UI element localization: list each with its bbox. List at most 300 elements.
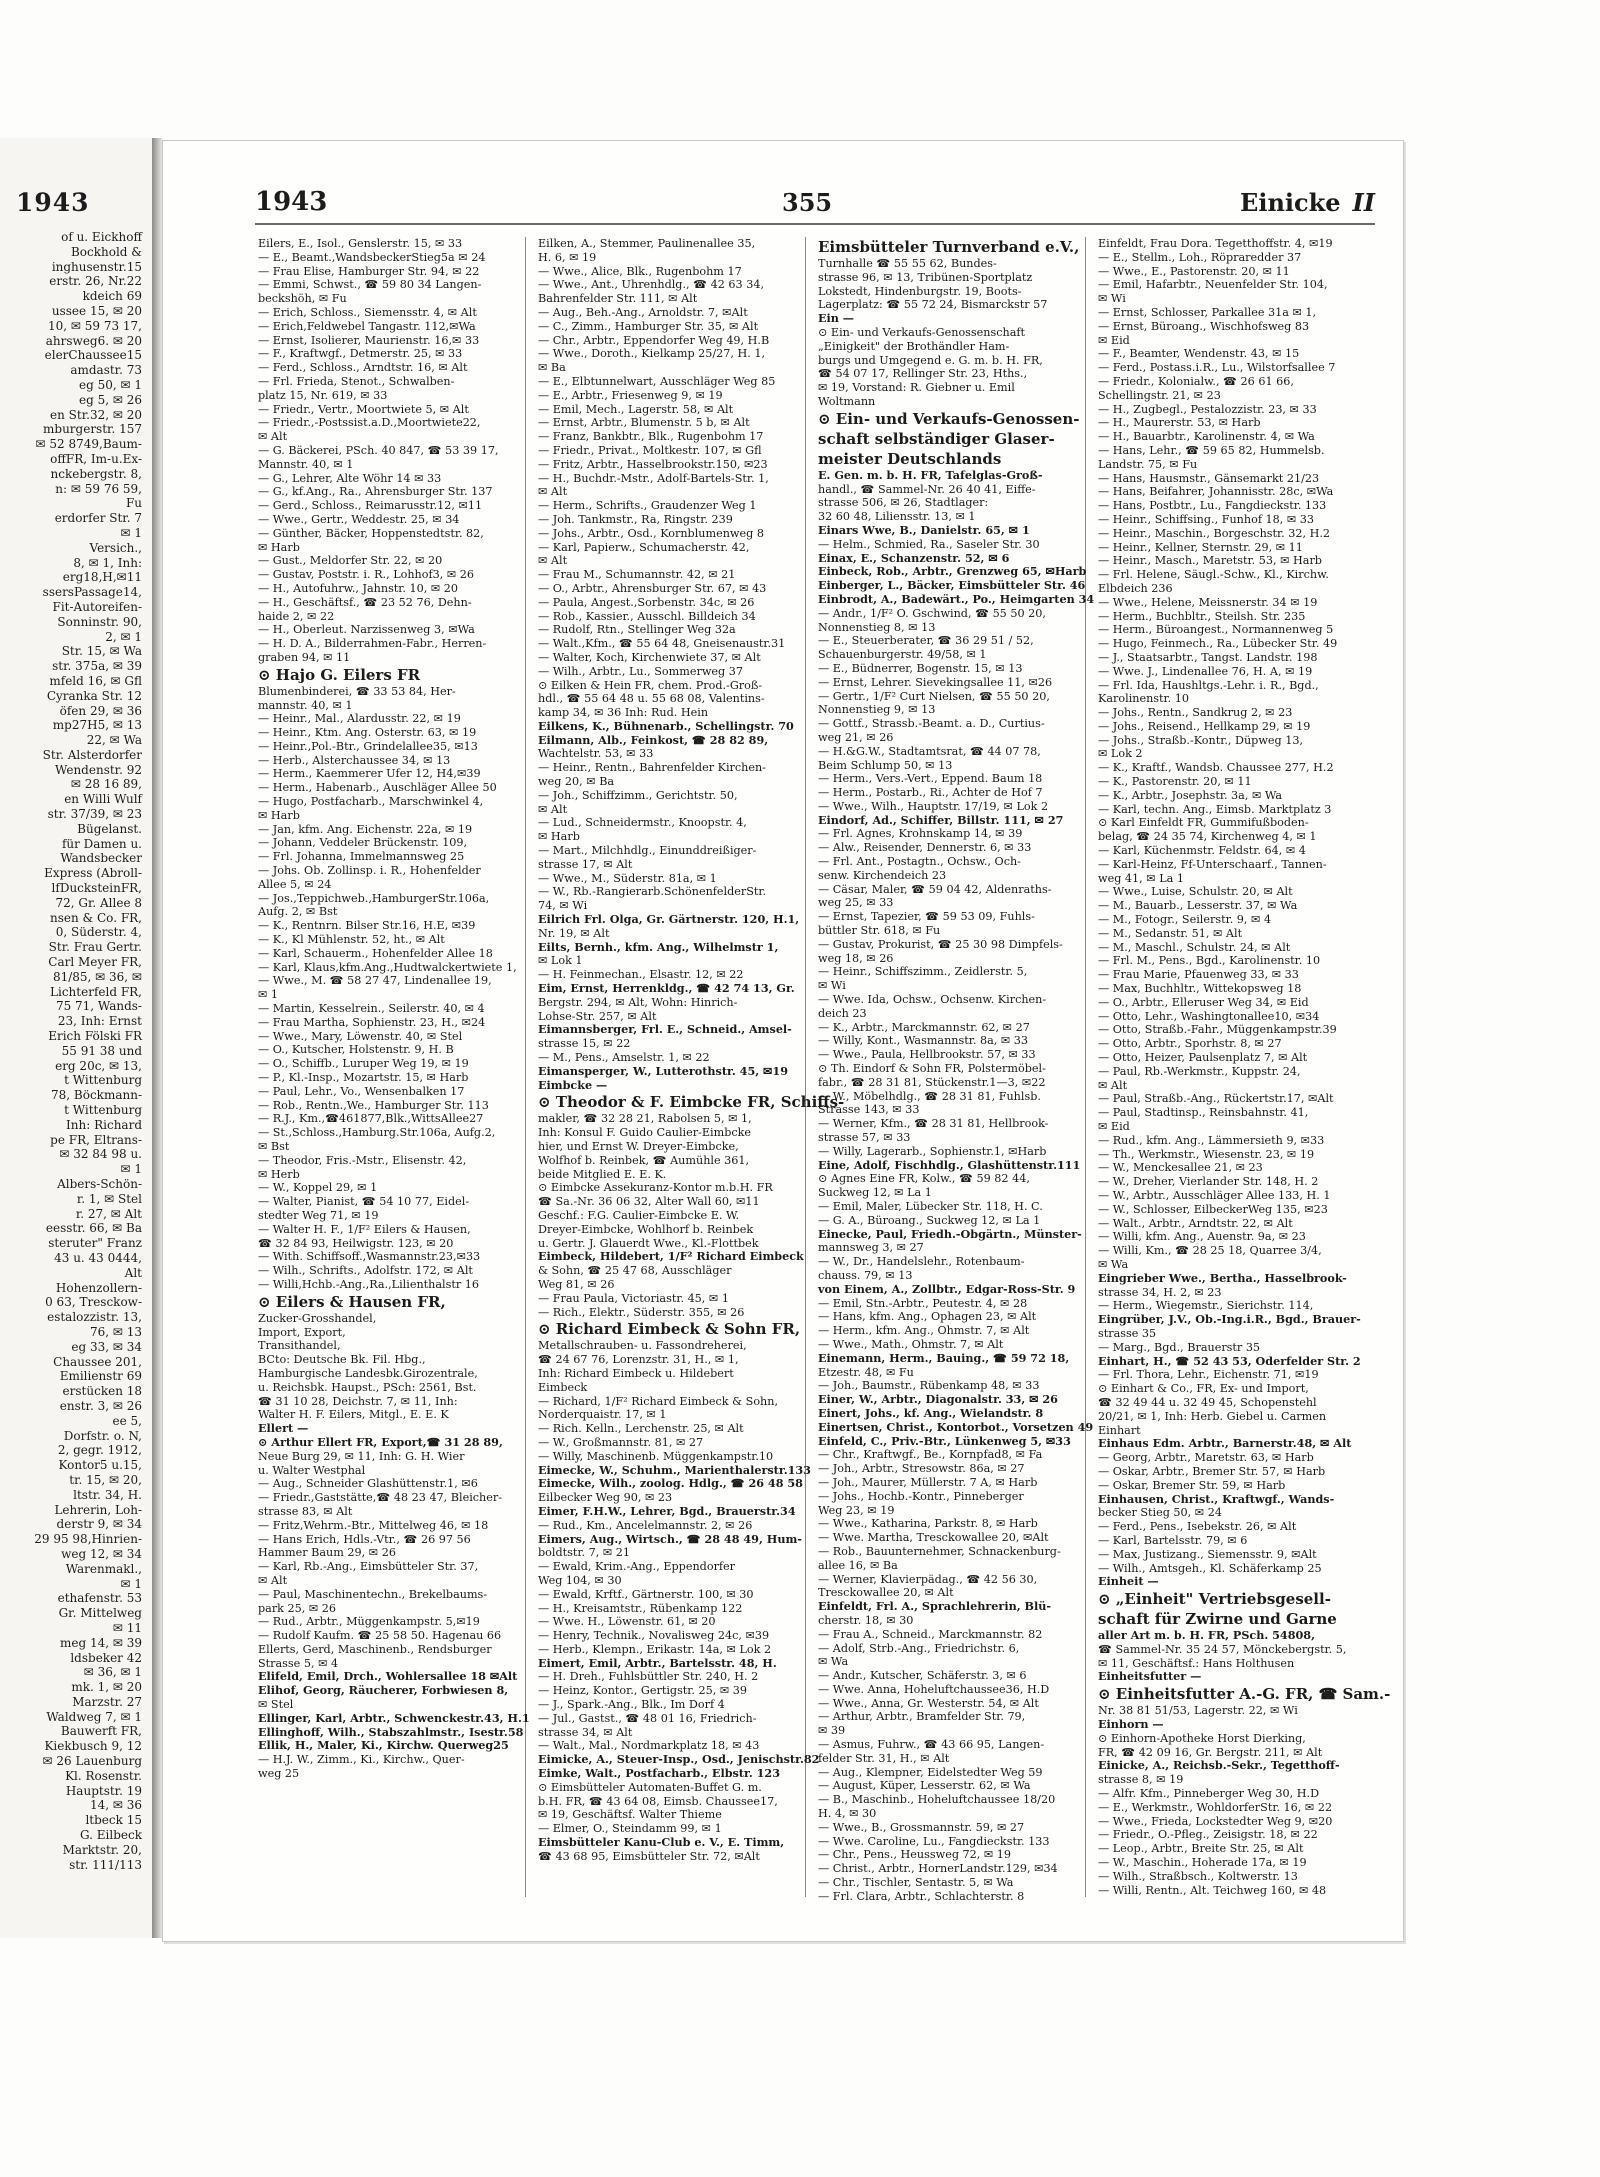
directory-entry: — Oskar, Bremer Str. 59, ✉ Harb — [1098, 1478, 1286, 1492]
directory-entry: — Frl. Johanna, Immelmannsweg 25 — [258, 850, 465, 864]
directory-entry: — H., Bauarbtr., Karolinenstr. 4, ✉ Wa — [1098, 430, 1315, 444]
directory-entry: Eimke, Walt., Postfacharb., Elbstr. 123 — [538, 1766, 780, 1781]
directory-entry: ✉ Stel — [258, 1698, 294, 1712]
directory-entry: — Joh., Baumstr., Rübenkamp 48, ✉ 33 — [818, 1379, 1040, 1393]
previous-page-line: Warenmakl., — [65, 1561, 142, 1576]
directory-entry: Zucker-Grosshandel, — [258, 1311, 377, 1325]
directory-entry: b.H. FR, ☎ 43 64 08, Eimsb. Chaussee17, — [538, 1794, 778, 1808]
directory-entry: — Alfr. Kfm., Pinneberger Weg 30, H.D — [1098, 1787, 1320, 1801]
directory-entry: — Martin, Kesselrein., Seilerstr. 40, ✉ 4 — [258, 1002, 485, 1016]
directory-entry: — Willi, Km., ☎ 28 25 18, Quarree 3/4, — [1098, 1244, 1322, 1258]
directory-entry: weg 20, ✉ Ba — [538, 775, 615, 789]
previous-page-line: Waldweg 7, ✉ 1 — [46, 1709, 142, 1724]
directory-entry: Inh: Konsul F. Guido Caulier-Eimbcke — [538, 1126, 752, 1140]
directory-entry: Inh: Richard Eimbeck u. Hildebert — [538, 1366, 734, 1380]
directory-entry: — H., Autofuhrw., Jahnstr. 10, ✉ 20 — [258, 581, 459, 595]
directory-entry: Weg 104, ✉ 30 — [538, 1573, 622, 1587]
directory-entry: — H., Zugbegl., Pestalozzistr. 23, ✉ 33 — [1098, 402, 1317, 416]
column-1 — [255, 237, 530, 1897]
directory-entry: — J., Spark.-Ang., Blk., Im Dorf 4 — [538, 1698, 725, 1712]
directory-entry: cherstr. 18, ✉ 30 — [818, 1613, 914, 1627]
directory-entry: — H., Maurerstr. 53, ✉ Harb — [1098, 416, 1261, 430]
directory-entry: Lokstedt, Hindenburgstr. 19, Boots- — [818, 284, 1022, 298]
previous-page-line: Str. 15, ✉ Wa — [61, 644, 142, 659]
previous-page-line: ✉ 36, ✉ 1 — [83, 1665, 142, 1680]
directory-entry: — Rob., Bauunternehmer, Schnackenburg- — [818, 1544, 1061, 1558]
directory-entry: ✉ Alt — [538, 485, 568, 499]
directory-entry: — Rob., Rentn.,We., Hamburger Str. 113 — [258, 1098, 489, 1112]
previous-page-line: str. 111/113 — [69, 1857, 142, 1872]
directory-entry: ✉ Harb — [538, 830, 580, 844]
directory-entry: — Emil, Maler, Lübecker Str. 118, H. C. — [818, 1200, 1043, 1213]
column-3 — [815, 237, 1095, 1903]
directory-entry: strasse 35 — [1098, 1326, 1157, 1340]
previous-page-line: Str. Alsterdorfer — [42, 747, 142, 762]
directory-entry: makler, ☎ 32 28 21, Rabolsen 5, ✉ 1, — [538, 1112, 752, 1126]
previous-page-line: r. 1, ✉ Stel — [76, 1191, 142, 1206]
previous-page-line: 72, Gr. Allee 8 — [55, 895, 142, 910]
directory-entry: — Ferd., Schloss., Arndtstr. 16, ✉ Alt — [258, 361, 468, 375]
directory-entry: — Herm., Buchbltr., Steilsh. Str. 235 — [1098, 609, 1306, 623]
directory-entry: Elihof, Georg, Räucherer, Forbwiesen 8, — [258, 1683, 509, 1698]
directory-entry: — K., Rentnrn. Bilser Str.16, H.E, ✉39 — [258, 919, 476, 933]
directory-entry: — E., Arbtr., Friesenweg 9, ✉ 19 — [538, 388, 723, 402]
directory-entry: — Walt., Mal., Nordmarkplatz 18, ✉ 43 — [538, 1739, 760, 1753]
directory-entry: ⊙ Richard Eimbeck & Sohn FR, — [538, 1320, 801, 1339]
directory-entry: ☎ 24 67 76, Lorenzstr. 31, H., ✉ 1, — [538, 1353, 739, 1367]
directory-entry: — Heinr.,Pol.-Btr., Grindelallee35, ✉13 — [258, 739, 478, 753]
directory-entry: Einbeck, Rob., Arbtr., Grenzweg 65, ✉Harb — [818, 564, 1087, 579]
previous-page-line: eesstr. 66, ✉ Ba — [45, 1221, 142, 1236]
previous-page-line: 0 63, Tresckow- — [45, 1295, 142, 1310]
directory-entry: — Rudolf Kaufm. ☎ 25 58 50. Hagenau 66 — [258, 1629, 502, 1643]
directory-entry: — Herm., Schrifts., Graudenzer Weg 1 — [538, 499, 757, 513]
directory-entry: senw. Kirchendeich 23 — [818, 868, 947, 882]
directory-entry: aller Art m. b. H. FR, PSch. 54808, — [1098, 1628, 1315, 1643]
previous-page-line: weg 12, ✉ 34 — [61, 1546, 142, 1561]
directory-entry: ⊙ Hajo G. Eilers FR — [258, 665, 421, 684]
directory-entry: Landstr. 75, ✉ Fu — [1098, 457, 1198, 471]
directory-entry: Eingrieber Wwe., Bertha., Hasselbrook- — [1098, 1270, 1347, 1285]
directory-entry: ✉ Wi — [1098, 292, 1126, 306]
previous-page-line: erstücken 18 — [62, 1384, 142, 1399]
directory-entry: — Chr., Kraftwgf., Be., Kornpfad8, ✉ Fa — [818, 1448, 1043, 1462]
directory-entry: 20/21, ✉ 1, Inh: Herb. Giebel u. Carmen — [1098, 1409, 1327, 1423]
previous-page-line: Marzstr. 27 — [72, 1694, 142, 1709]
previous-page-line: erstr. 26, Nr.22 — [49, 274, 142, 289]
previous-page-line: ussee 15, ✉ 20 — [51, 303, 142, 318]
directory-entry: Einars Wwe, B., Danielstr. 65, ✉ 1 — [818, 522, 1030, 537]
directory-entry: Schellingstr. 21, ✉ 23 — [1098, 388, 1221, 402]
directory-entry: ✉ Alt — [258, 1573, 288, 1587]
previous-page-line: erdorfer Str. 7 — [54, 511, 142, 526]
directory-entry: — W., Dreher, Vierlander Str. 148, H. 2 — [1098, 1175, 1319, 1189]
directory-entry: — Walter, Koch, Kirchenwiete 37, ✉ Alt — [538, 650, 761, 664]
previous-page-line: ahrsweg6. ✉ 20 — [45, 333, 142, 348]
directory-entry: — Rich., Elektr., Süderstr. 355, ✉ 26 — [538, 1305, 745, 1319]
directory-entry: Eimsbütteler Turnverband e.V., — [818, 238, 1080, 256]
directory-entry: von Einem, A., Zollbtr., Edgar-Ross-Str. 9 — [818, 1281, 1076, 1296]
directory-entry: — O., Arbtr., Ahrensburger Str. 67, ✉ 43 — [538, 581, 767, 595]
directory-entry: Ein — — [818, 311, 854, 326]
directory-entry: Eimicke, A., Steuer-Insp., Osd., Jenischstr.82 — [538, 1752, 820, 1767]
directory-entry: — Wwe., M. ☎ 58 27 47, Lindenallee 19, — [258, 974, 492, 988]
previous-page-line: Bügelanst. — [77, 821, 142, 836]
directory-entry: strasse 83, ✉ Alt — [258, 1504, 353, 1518]
directory-entry: ✉ Herb — [258, 1167, 300, 1181]
directory-entry: — Paul, Stadtinsp., Reinsbahnstr. 41, — [1098, 1106, 1309, 1120]
previous-page-line: Cyranka Str. 12 — [46, 688, 142, 703]
directory-entry: ✉ Lok 2 — [1098, 747, 1143, 761]
directory-entry: meister Deutschlands — [818, 449, 1002, 468]
directory-entry: Mannstr. 40, ✉ 1 — [258, 457, 354, 471]
previous-page-line: 78, Böckmann- — [51, 1088, 142, 1103]
directory-entry: — Wwe., Mary, Löwenstr. 40, ✉ Stel — [258, 1029, 463, 1043]
directory-entry: 32 60 48, Liliensstr. 13, ✉ 1 — [818, 510, 976, 524]
directory-entry: — Chr., Pens., Heussweg 72, ✉ 19 — [818, 1848, 1012, 1862]
previous-page-line: derstr 9, ✉ 34 — [56, 1517, 142, 1532]
directory-entry: — Max, Justizang., Siemensstr. 9, ✉Alt — [1098, 1547, 1317, 1561]
directory-entry: ⊙ Karl Einfeldt FR, Gummifußboden- — [1098, 816, 1309, 830]
directory-entry: allee 16, ✉ Ba — [818, 1558, 898, 1572]
directory-entry: Nr. 19, ✉ Alt — [538, 926, 610, 940]
directory-entry: Einicke, A., Reichsb.-Sekr., Tegetthoff- — [1098, 1758, 1340, 1773]
directory-entry: — Frl. Thora, Lehr., Eichenstr. 71, ✉19 — [1098, 1368, 1319, 1382]
directory-entry: — Herm., Wiegemstr., Sierichstr. 114, — [1098, 1299, 1314, 1313]
directory-entry: — Heinr., Maschin., Borgeschstr. 32, H.2 — [1098, 526, 1331, 540]
directory-entry: ⊙ Einhart & Co., FR, Ex- und Import, — [1098, 1382, 1309, 1396]
previous-page-line: 0, Süderstr. 4, — [55, 925, 142, 940]
directory-entry: ✉ Alt — [538, 802, 568, 816]
directory-entry: H. 6, ✉ 19 — [538, 250, 597, 264]
directory-entry: Eim, Ernst, Herrenkldg., ☎ 42 74 13, Gr. — [538, 981, 795, 996]
directory-entry: — Karl, Schauerm., Hohenfelder Allee 18 — [258, 946, 493, 960]
directory-entry: — Rud., Arbtr., Müggenkampstr. 5,✉19 — [258, 1615, 480, 1629]
directory-entry: — Herm., Büroangest., Normannenweg 5 — [1098, 623, 1334, 637]
directory-entry: — Hans, Lehr., ☎ 59 65 82, Hummelsb. — [1098, 443, 1325, 457]
directory-entry: — H., Geschäftsf., ☎ 23 52 76, Dehn- — [258, 595, 472, 609]
previous-page-line: ✉ 28 16 89, — [70, 777, 142, 792]
directory-entry: BCto: Deutsche Bk. Fil. Hbg., — [258, 1353, 426, 1367]
directory-entry: — Gottf., Strassb.-Beamt. a. D., Curtius- — [818, 717, 1045, 731]
directory-entry: — Paula, Angest.,Sorbenstr. 34c, ✉ 26 — [538, 595, 755, 609]
directory-entry: deich 23 — [818, 1006, 867, 1020]
directory-entry: — Friedr., Kolonialw., ☎ 26 61 66, — [1098, 374, 1294, 388]
directory-entry: — Friedr., O.-Pfleg., Zeisigstr. 18, ✉ 22 — [1098, 1828, 1318, 1842]
previous-page-line: Kontor5 u.15, — [58, 1458, 142, 1473]
directory-entry: büttler Str. 618, ✉ Fu — [818, 924, 941, 938]
directory-entry: — Ernst, Tapezier, ☎ 59 53 09, Fuhls- — [818, 910, 1035, 924]
directory-entry: — K., Pastorenstr. 20, ✉ 11 — [1098, 775, 1252, 789]
directory-entry: — W., Menckesallee 21, ✉ 23 — [1098, 1161, 1263, 1175]
directory-entry: ✉ Eid — [1098, 333, 1130, 347]
listing-columns — [255, 237, 1391, 1903]
previous-page-line: erg 20c, ✉ 13, — [55, 1058, 142, 1073]
directory-entry: ⊙ Eimsbütteler Automaten-Buffet G. m. — [538, 1780, 762, 1794]
directory-entry: becker Stieg 50, ✉ 24 — [1098, 1506, 1222, 1520]
directory-entry: Eilrich Frl. Olga, Gr. Gärtnerstr. 120, H.1, — [538, 912, 800, 927]
directory-entry: boldtstr. 7, ✉ 21 — [538, 1546, 630, 1560]
page-header — [255, 183, 1375, 225]
section-numeral: II — [1352, 188, 1375, 217]
previous-page-line: Hauptstr. 19 — [65, 1783, 142, 1798]
previous-page-line: r. 27, ✉ Alt — [75, 1206, 142, 1221]
directory-entry: & Sohn, ☎ 25 47 68, Ausschläger — [538, 1264, 732, 1278]
previous-page-line: ee 5, — [112, 1413, 142, 1428]
directory-entry: — Karl, Klaus,kfm.Ang.,Hudtwalckertwiete 1, — [258, 960, 517, 974]
directory-entry: — E., Werkmstr., WohldorferStr. 16, ✉ 22 — [1098, 1800, 1333, 1814]
directory-entry: ⊙ Th. Eindorf & Sohn FR, Polstermöbel- — [818, 1062, 1046, 1076]
directory-entry: ✉ Ba — [538, 361, 566, 375]
directory-entry: — Karl, techn. Ang., Eimsb. Marktplatz 3 — [1098, 802, 1332, 816]
directory-entry: Eimers, Aug., Wirtsch., ☎ 28 48 49, Hum- — [538, 1531, 802, 1546]
directory-entry: Beim Schlump 50, ✉ 13 — [818, 758, 953, 772]
directory-entry: — Walt.,Kfm., ☎ 55 64 48, Gneisenaustr.31 — [538, 637, 786, 651]
previous-page-line: 43 u. 43 0444, — [54, 1250, 142, 1265]
directory-entry: — Rob., Kassier., Ausschl. Billdeich 34 — [538, 609, 756, 623]
directory-entry: — Erich,Feldwebel Tangastr. 112,✉Wa — [258, 319, 476, 333]
directory-entry: Eilers, E., Isol., Genslerstr. 15, ✉ 33 — [258, 237, 463, 250]
directory-entry: — M., Maschl., Schulstr. 24, ✉ Alt — [1098, 940, 1291, 954]
previous-page-line: G. Eilbeck — [80, 1828, 142, 1843]
directory-entry: — W., Schlosser, EilbeckerWeg 135, ✉23 — [1098, 1202, 1328, 1216]
directory-entry: — Friedr., Privat., Moltkestr. 107, ✉ Gfl — [538, 443, 762, 457]
directory-entry: — Jan, kfm. Ang. Eichenstr. 22a, ✉ 19 — [258, 822, 473, 836]
directory-entry: Eine, Adolf, Fischhdlg., Glashüttenstr.111 — [818, 1157, 1081, 1172]
previous-page-line: Express (Abroll- — [44, 866, 142, 881]
directory-entry: — Karl, Küchenmstr. Feldstr. 64, ✉ 4 — [1098, 844, 1306, 858]
directory-entry: — Frau A., Schneid., Marckmannstr. 82 — [818, 1627, 1043, 1641]
directory-entry: ⊙ Eimbcke Assekuranz-Kontor m.b.H. FR — [538, 1181, 773, 1195]
directory-entry: — E., Büdnerrer, Bogenstr. 15, ✉ 13 — [818, 661, 1023, 675]
directory-entry: — H., Kreisamtstr., Rübenkamp 122 — [538, 1601, 743, 1615]
directory-entry: — Aug., Klempner, Eidelstedter Weg 59 — [818, 1765, 1043, 1779]
directory-entry: Eimecke, W., Schuhm., Marienthalerstr.133 — [538, 1462, 811, 1477]
directory-entry: — Mart., Milchhdlg., Einunddreißiger- — [538, 844, 757, 858]
directory-entry: — Jos.,Teppichweb.,HamburgerStr.106a, — [258, 891, 490, 905]
previous-page-line: offFR, Im-u.Ex- — [50, 451, 142, 466]
directory-entry: — E., Steuerberater, ☎ 36 29 51 / 52, — [818, 634, 1034, 648]
directory-entry: — Heinr., Masch., Maretstr. 53, ✉ Harb — [1098, 554, 1322, 568]
directory-entry: — Karl-Heinz, Ff-Unterschaarf., Tannen- — [1098, 857, 1327, 871]
directory-entry: — Wwe., Helene, Meissnerstr. 34 ✉ 19 — [1098, 595, 1318, 609]
directory-entry: — Frau Paula, Victoriastr. 45, ✉ 1 — [538, 1291, 729, 1305]
directory-entry: Aufg. 2, ✉ Bst — [258, 905, 338, 919]
directory-entry: — Rud., Km., Ancelelmannstr. 2, ✉ 26 — [538, 1518, 753, 1532]
directory-entry: Eilbecker Weg 90, ✉ 23 — [538, 1491, 673, 1505]
previous-page-line: amdastr. 73 — [70, 363, 142, 378]
previous-page-line: 10, ✉ 59 73 17, — [47, 318, 142, 333]
directory-entry: ☎ 31 10 28, Deichstr. 7, ✉ 11, Inh: — [258, 1394, 458, 1408]
directory-entry: — Werner, Klavierpädag., ☎ 42 56 30, — [818, 1572, 1038, 1586]
previous-page-line: ssersPassage14, — [42, 585, 142, 600]
directory-entry: ⊙ „Einheit" Vertriebsgesell- — [1098, 1590, 1331, 1609]
directory-entry: — Paul, Maschinentechn., Brekelbaums- — [258, 1587, 488, 1601]
previous-page-line: estalozzistr. 13, — [47, 1310, 142, 1325]
directory-entry: — Friedr., Vertr., Moortwiete 5, ✉ Alt — [258, 402, 469, 416]
directory-entry: — Friedr.,Gaststätte,☎ 48 23 47, Bleicher- — [258, 1491, 503, 1505]
directory-entry: — Gerd., Schloss., Reimarusstr.12, ✉11 — [258, 499, 483, 513]
directory-entry: — Richard, 1/F² Richard Eimbeck & Sohn, — [538, 1394, 779, 1408]
directory-entry: — Wilh., Straßbsch., Koltwerstr. 13 — [1098, 1869, 1298, 1883]
directory-entry: schaft für Zwirne und Garne — [1098, 1610, 1337, 1629]
directory-entry: — Lud., Schneidermstr., Knoopstr. 4, — [538, 816, 747, 830]
directory-entry: ✉ Wa — [1098, 1257, 1129, 1271]
previous-page-line: Sonninstr. 90, — [57, 614, 142, 629]
directory-entry: — Joh., Maurer, Müllerstr. 7 A, ✉ Harb — [818, 1475, 1038, 1489]
directory-entry: — Heinr., Ktm. Ang. Osterstr. 63, ✉ 19 — [258, 726, 477, 740]
directory-entry: — Theodor, Fris.-Mstr., Elisenstr. 42, — [258, 1153, 467, 1167]
directory-entry: Elbdeich 236 — [1098, 581, 1173, 595]
directory-entry: — Th., Werkmstr., Wiesenstr. 23, ✉ 19 — [1098, 1147, 1315, 1161]
previous-page-year: 1943 — [16, 188, 90, 217]
directory-entry: ✉ 19, Geschäftsf. Walter Thieme — [538, 1808, 722, 1822]
directory-entry: — Willi, kfm. Ang., Auenstr. 9a, ✉ 23 — [1098, 1230, 1306, 1244]
previous-page-line: Albers-Schön- — [57, 1177, 142, 1191]
directory-entry: — H., Oberleut. Narzissenweg 3, ✉Wa — [258, 623, 475, 637]
directory-entry: Einbrodt, A., Badewärt., Po., Heimgarten 34 — [818, 591, 1095, 606]
directory-entry: Suckweg 12, ✉ La 1 — [818, 1186, 932, 1200]
directory-entry: — H., Buchdr.-Mstr., Adolf-Bartels-Str. 1, — [538, 471, 769, 485]
previous-page-line: Kl. Rosenstr. — [65, 1768, 142, 1783]
directory-entry: — St.,Schloss.,Hamburg.Str.106a, Aufg.2, — [258, 1126, 496, 1140]
directory-entry: — W., Möbelhdlg., ☎ 28 31 81, Fuhlsb. — [818, 1089, 1041, 1103]
previous-page-line: en Willi Wulf — [64, 792, 142, 807]
directory-entry: — Werner, Kfm., ☎ 28 31 81, Hellbrook- — [818, 1117, 1049, 1131]
directory-entry: Weg 81, ✉ 26 — [538, 1277, 615, 1291]
directory-entry: — Hans Erich, Hdls.-Vtr., ☎ 26 97 56 — [258, 1532, 471, 1546]
previous-page-line: ✉ 1 — [120, 1576, 142, 1591]
directory-entry: burgs und Umgegend e. G. m. b. H. FR, — [818, 353, 1043, 367]
directory-entry: ✉ Alt — [258, 430, 288, 444]
previous-page-line: of u. Eickhoff — [61, 230, 142, 244]
previous-page-line: Fit-Autoreifen- — [52, 599, 142, 614]
directory-entry: — Johs., Hochb.-Kontr., Pinneberger — [818, 1489, 1024, 1503]
directory-entry: — Willy, Kont., Wasmannstr. 8a, ✉ 33 — [818, 1034, 1029, 1048]
directory-entry: — Heinr., Mal., Alardusstr. 22, ✉ 19 — [258, 712, 461, 726]
directory-entry: Walter H. F. Eilers, Mitgl., E. E. K — [258, 1408, 449, 1422]
previous-page-line: Lehrerin, Loh- — [54, 1502, 142, 1517]
directory-entry: — F., Beamter, Wendenstr. 43, ✉ 15 — [1098, 347, 1300, 361]
directory-entry: Karolinenstr. 10 — [1098, 692, 1190, 706]
directory-entry: Allee 5, ✉ 24 — [258, 877, 332, 891]
directory-entry: haide 2, ✉ 22 — [258, 609, 335, 623]
directory-entry: — O., Arbtr., Elleruser Weg 34, ✉ Eid — [1098, 995, 1309, 1009]
directory-entry: — Oskar, Arbtr., Bremer Str. 57, ✉ Harb — [1098, 1464, 1326, 1478]
directory-entry: — G. Bäckerei, PSch. 40 847, ☎ 53 39 17, — [258, 443, 499, 457]
directory-entry: — Jul., Gastst., ☎ 48 01 16, Friedrich- — [538, 1711, 757, 1725]
directory-entry: Eimert, Emil, Arbtr., Bartelsstr. 48, H. — [538, 1655, 777, 1670]
directory-entry: — Wwe., E., Pastorenstr. 20, ✉ 11 — [1098, 264, 1290, 278]
directory-entry: Einert, Johs., kf. Ang., Wielandstr. 8 — [818, 1405, 1044, 1420]
directory-entry: ✉ 39 — [818, 1724, 846, 1738]
book-gutter — [152, 138, 162, 1938]
previous-page-line: Bockhold & — [70, 244, 142, 259]
directory-entry: — J., Staatsarbtr., Tangst. Landstr. 198 — [1098, 650, 1318, 664]
directory-entry: kamp 34, ✉ 36 Inh: Rud. Hein — [538, 706, 709, 720]
running-head-name: Einicke — [1240, 188, 1341, 217]
previous-page-line: Bauwerft FR, — [60, 1724, 142, 1739]
directory-entry: — Ernst, Isolierer, Maurienstr. 16,✉ 33 — [258, 333, 480, 347]
directory-entry: — Karl, Rb.-Ang., Eimsbütteler Str. 37, — [258, 1560, 479, 1574]
previous-page-line: pe FR, Eltrans- — [50, 1132, 142, 1147]
directory-entry: — Ewald, Krim.-Ang., Eppendorfer — [538, 1560, 736, 1574]
directory-entry: — Karl, Bartelsstr. 79, ✉ 6 — [1098, 1533, 1248, 1547]
directory-entry: — Herm., kfm. Ang., Ohmstr. 7, ✉ Alt — [818, 1324, 1030, 1338]
directory-entry: Nonnenstieg 9, ✉ 13 — [818, 703, 936, 717]
directory-entry: Schauenburgerstr. 49/58, ✉ 1 — [818, 648, 987, 662]
directory-entry: Eimsbütteler Kanu-Club e. V., E. Timm, — [538, 1835, 785, 1850]
previous-page-line: 2, gegr. 1912, — [57, 1443, 142, 1458]
directory-entry: mannsweg 3, ✉ 27 — [818, 1241, 924, 1255]
directory-entry: Einhart, H., ☎ 52 43 53, Oderfelder Str. 2 — [1098, 1353, 1361, 1368]
directory-entry: — Frl. Frieda, Stenot., Schwalben- — [258, 374, 455, 388]
directory-entry: ✉ 1 — [258, 988, 279, 1002]
directory-entry: — R.J., Km.,☎461877,Blk.,WittsAllee27 — [258, 1112, 484, 1126]
directory-entry: — Hugo, Postfacharb., Marschwinkel 4, — [258, 795, 484, 809]
directory-entry: fabr., ☎ 28 31 81, Stückenstr.1—3, ✉22 — [818, 1075, 1046, 1089]
previous-page-line: Emilienstr 69 — [59, 1369, 142, 1384]
directory-entry: Einhausen, Christ., Kraftwgf., Wands- — [1098, 1491, 1335, 1506]
directory-entry: — Friedr.,-Postssist.a.D.,Moortwiete22, — [258, 416, 481, 430]
previous-page-line: ✉ 26 Lauenburg — [42, 1754, 142, 1769]
directory-entry: Ellinghoff, Wilh., Stabszahlmstr., Isestr.58 — [258, 1724, 524, 1739]
directory-entry: — Hans, Postbtr., Lu., Fangdieckstr. 133 — [1098, 499, 1327, 513]
directory-entry: — G., Lehrer, Alte Wöhr 14 ✉ 33 — [258, 471, 442, 485]
previous-page-line: ldsbeker 42 — [70, 1650, 142, 1665]
directory-entry: — Joh. Tankmstr., Ra, Ringstr. 239 — [538, 512, 733, 526]
directory-entry: Eindorf, Ad., Schiffer, Billstr. 111, ✉ 27 — [818, 812, 1064, 827]
directory-entry: — Gust., Meldorfer Str. 22, ✉ 20 — [258, 554, 443, 568]
directory-entry: Elifeld, Emil, Drch., Wohlersallee 18 ✉Alt — [258, 1669, 518, 1684]
directory-entry: — W., Koppel 29, ✉ 1 — [258, 1181, 378, 1195]
directory-entry: Bergstr. 294, ✉ Alt, Wohn: Hinrich- — [538, 995, 738, 1009]
directory-entry: — W., Arbtr., Ausschläger Allee 133, H. 1 — [1098, 1188, 1331, 1202]
directory-entry: — Georg, Arbtr., Maretstr. 63, ✉ Harb — [1098, 1451, 1314, 1465]
directory-entry: Eingrüber, J.V., Ob.-Ing.i.R., Bgd., Brauer- — [1098, 1312, 1361, 1327]
directory-entry: — Heinr., Schiffszimm., Zeidlerstr. 5, — [818, 965, 1028, 979]
previous-page-line: für Damen u. — [61, 836, 142, 851]
directory-entry: — Johs., Reisend., Hellkamp 29, ✉ 19 — [1098, 719, 1311, 733]
directory-page — [162, 140, 1404, 1942]
directory-entry: — Rudolf, Rtn., Stellinger Weg 32a — [538, 623, 736, 637]
directory-entry: — Johs. Ob. Zollinsp. i. R., Hohenfelder — [258, 864, 481, 878]
previous-page-line: 75 71, Wands- — [55, 999, 142, 1014]
previous-page-line: öfen 29, ✉ 36 — [59, 703, 142, 718]
directory-entry: — Christ., Arbtr., HornerLandstr.129, ✉34 — [818, 1862, 1058, 1876]
directory-entry: Einer, W., Arbtr., Diagonalstr. 33, ✉ 26 — [818, 1392, 1058, 1407]
directory-entry: — K., Kl Mühlenstr. 52, ht., ✉ Alt — [258, 933, 445, 947]
directory-entry: — F., Kraftwgf., Detmerstr. 25, ✉ 33 — [258, 347, 463, 361]
directory-entry: — August, Küper, Lesserstr. 62, ✉ Wa — [818, 1779, 1031, 1793]
directory-entry: — W., Maschin., Hoherade 17a, ✉ 19 — [1098, 1856, 1307, 1870]
directory-entry: — Elmer, O., Steindamm 99, ✉ 1 — [538, 1822, 722, 1836]
directory-entry: — Cäsar, Maler, ☎ 59 04 42, Aldenraths- — [818, 882, 1052, 896]
directory-entry: — Frl. Agnes, Krohnskamp 14, ✉ 39 — [818, 827, 1023, 841]
previous-page-line: kdeich 69 — [82, 289, 142, 304]
directory-entry: Einertsen, Christ., Kontorbot., Vorsetzen 49 — [818, 1419, 1094, 1434]
directory-entry: 74, ✉ Wi — [538, 899, 588, 913]
directory-entry: mannstr. 40, ✉ 1 — [258, 698, 353, 712]
previous-page-line: mburgerstr. 157 — [43, 422, 142, 437]
directory-entry: — Herm., Vers.-Vert., Eppend. Baum 18 — [818, 772, 1043, 786]
directory-entry: — Günther, Bäcker, Hoppenstedtstr. 82, — [258, 526, 484, 540]
previous-page-line: eg 5, ✉ 26 — [79, 392, 142, 407]
previous-page-line: ✉ 1 — [120, 525, 142, 540]
directory-entry: — Heinr., Schiffsing., Funhof 18, ✉ 33 — [1098, 512, 1315, 526]
directory-entry: — H. D. A., Bilderrahmen-Fabr., Herren- — [258, 637, 487, 651]
directory-entry: ✉ Wa — [818, 1655, 849, 1669]
